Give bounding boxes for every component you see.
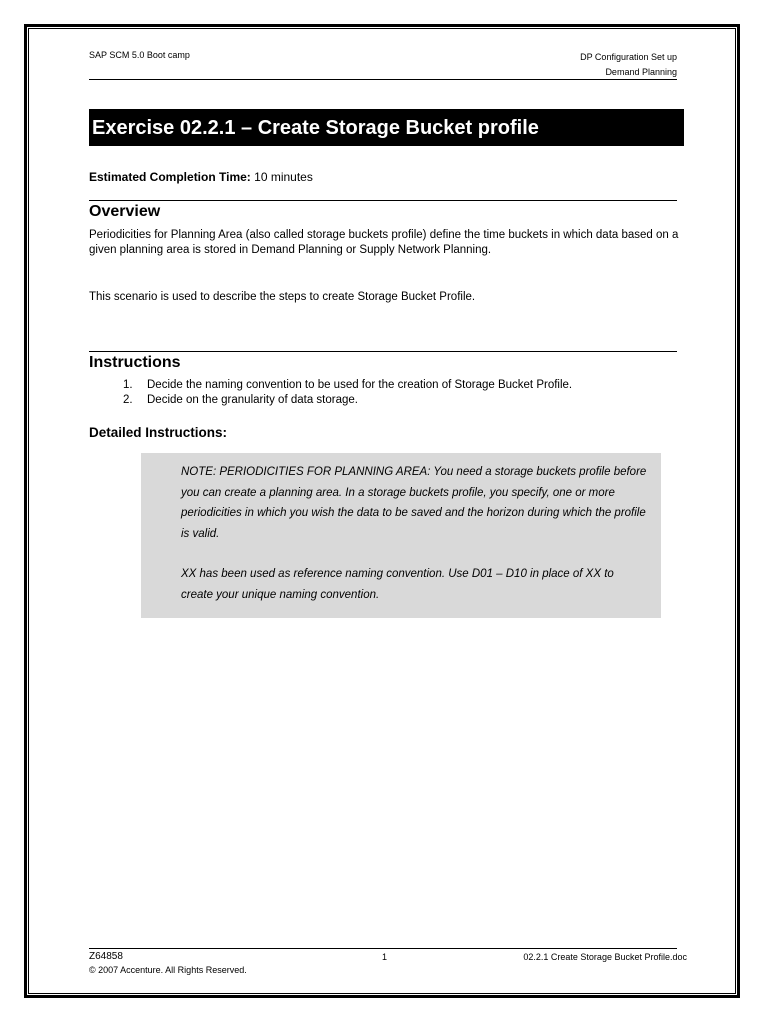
scenario-paragraph: This scenario is used to describe the steps to create Storage Bucket Profile. <box>89 291 476 303</box>
header-course-name: SAP SCM 5.0 Boot camp <box>89 50 190 60</box>
exercise-title: Exercise 02.2.1 – Create Storage Bucket profile <box>89 109 684 146</box>
note-periodicities: NOTE: PERIODICITIES FOR PLANNING AREA: You need a storage buckets profile before you can create a planning area. In a storage buckets profile, you specify, one or more periodicities in which you wish the data to be saved and the horizon during which the profile is valid. <box>181 466 647 540</box>
instruction-text: Decide the naming convention to be used for the creation of Storage Bucket Profile. <box>147 379 573 391</box>
note-box <box>141 453 661 618</box>
instruction-number: 1. <box>123 379 133 391</box>
instructions-divider <box>89 351 677 352</box>
footer-divider <box>89 948 677 949</box>
instructions-heading: Instructions <box>89 354 181 371</box>
estimated-time-label: Estimated Completion Time: <box>89 170 251 184</box>
estimated-completion-time <box>89 170 313 184</box>
footer-copyright: © 2007 Accenture. All Rights Reserved. <box>89 965 247 975</box>
header-section-subtitle: Demand Planning <box>605 67 677 77</box>
instruction-number: 2. <box>123 394 133 406</box>
overview-divider <box>89 200 677 201</box>
instruction-text: Decide on the granularity of data storage. <box>147 394 358 406</box>
instructions-list <box>123 378 572 408</box>
detailed-instructions-heading: Detailed Instructions: <box>89 425 228 440</box>
instruction-item <box>123 393 572 408</box>
overview-heading: Overview <box>89 203 161 220</box>
footer-document-code: Z64858 <box>89 951 123 962</box>
overview-paragraph: Periodicities for Planning Area (also called storage buckets profile) define the time buckets in which data based on a given planning area is stored in Demand Planning or Supply Network Planning. <box>89 229 679 256</box>
estimated-time-value: 10 minutes <box>254 170 313 184</box>
footer-filename: 02.2.1 Create Storage Bucket Profile.doc <box>523 952 687 962</box>
note-naming-convention: XX has been used as reference naming convention. Use D01 – D10 in place of XX to create your unique naming convention. <box>181 568 614 601</box>
instruction-item <box>123 378 572 393</box>
header-divider <box>89 79 677 80</box>
footer-page-number: 1 <box>382 952 388 962</box>
header-section-info <box>580 50 677 80</box>
header-section-title: DP Configuration Set up <box>580 52 677 62</box>
